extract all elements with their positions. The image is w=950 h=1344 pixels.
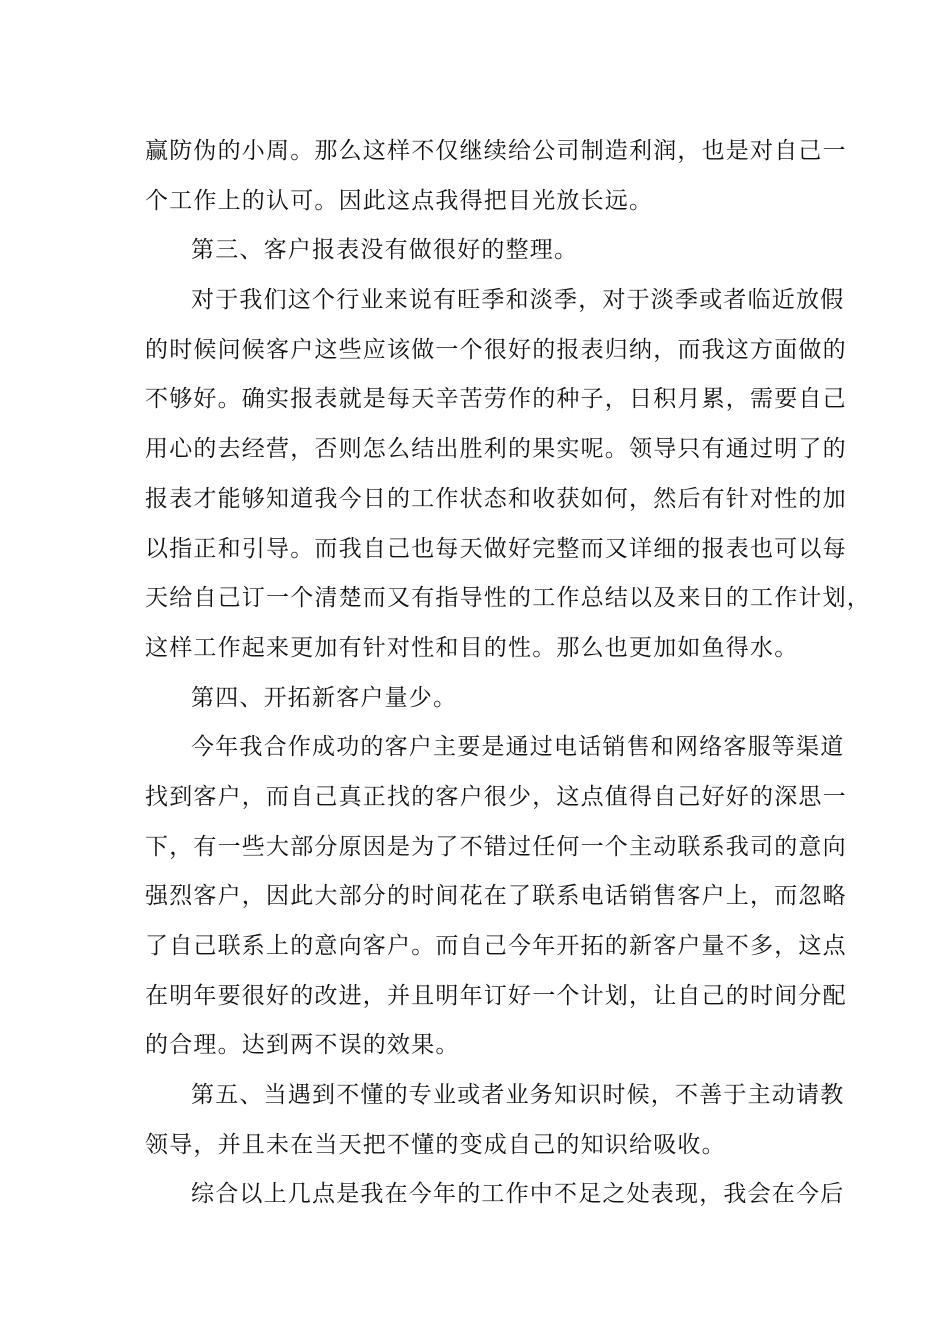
text-line: 个工作上的认可。因此这点我得把目光放长远。 xyxy=(145,187,654,214)
text-line: 用心的去经营，否则怎么结出胜利的果实呢。领导只有通过明了的 xyxy=(145,436,847,463)
text-line: 综合以上几点是我在今年的工作中不足之处表现，我会在今后 xyxy=(191,1181,845,1208)
text-line: 的合理。达到两不误的效果。 xyxy=(145,1032,460,1059)
text-line: 不够好。确实报表就是每天辛苦劳作的种子，日积月累，需要自己 xyxy=(145,386,847,413)
text-line: 了自己联系上的意向客户。而自己今年开拓的新客户量不多，这点 xyxy=(145,933,847,959)
text-line: 在明年要很好的改进，并且明年订好一个计划，让自己的时间分配 xyxy=(145,982,847,1009)
text-line: 领导，并且未在当天把不懂的变成自己的知识给吸收。 xyxy=(145,1131,726,1158)
text-line: 找到客户，而自己真正找的客户很少，这点值得自己好好的深思一 xyxy=(145,783,847,810)
text-line: 下，有一些大部分原因是为了不错过任何一个主动联系我司的意向 xyxy=(145,833,847,860)
text-line: 赢防伪的小周。那么这样不仅继续给公司制造利润，也是对自己一 xyxy=(145,138,847,164)
text-line: 的时候问候客户这些应该做一个很好的报表归纳，而我这方面做的 xyxy=(145,336,847,363)
text-line: 这样工作起来更加有针对性和目的性。那么也更加如鱼得水。 xyxy=(145,634,799,661)
text-line: 对于我们这个行业来说有旺季和淡季，对于淡季或者临近放假 xyxy=(191,287,845,314)
text-line: 第三、客户报表没有做很好的整理。 xyxy=(191,237,579,264)
text-line: 天给自己订一个清楚而又有指导性的工作总结以及来日的工作计划， xyxy=(145,585,871,612)
text-line: 第四、开拓新客户量少。 xyxy=(191,684,458,711)
text-line: 强烈客户，因此大部分的时间花在了联系电话销售客户上，而忽略 xyxy=(145,883,847,910)
document-body xyxy=(145,127,871,1220)
text-line: 以指正和引导。而我自己也每天做好完整而又详细的报表也可以每 xyxy=(145,535,847,562)
text-line: 报表才能够知道我今日的工作状态和收获如何，然后有针对性的加 xyxy=(145,485,847,512)
text-line: 第五、当遇到不懂的专业或者业务知识时候，不善于主动请教 xyxy=(191,1082,845,1109)
text-line: 今年我合作成功的客户主要是通过电话销售和网络客服等渠道 xyxy=(191,734,845,761)
